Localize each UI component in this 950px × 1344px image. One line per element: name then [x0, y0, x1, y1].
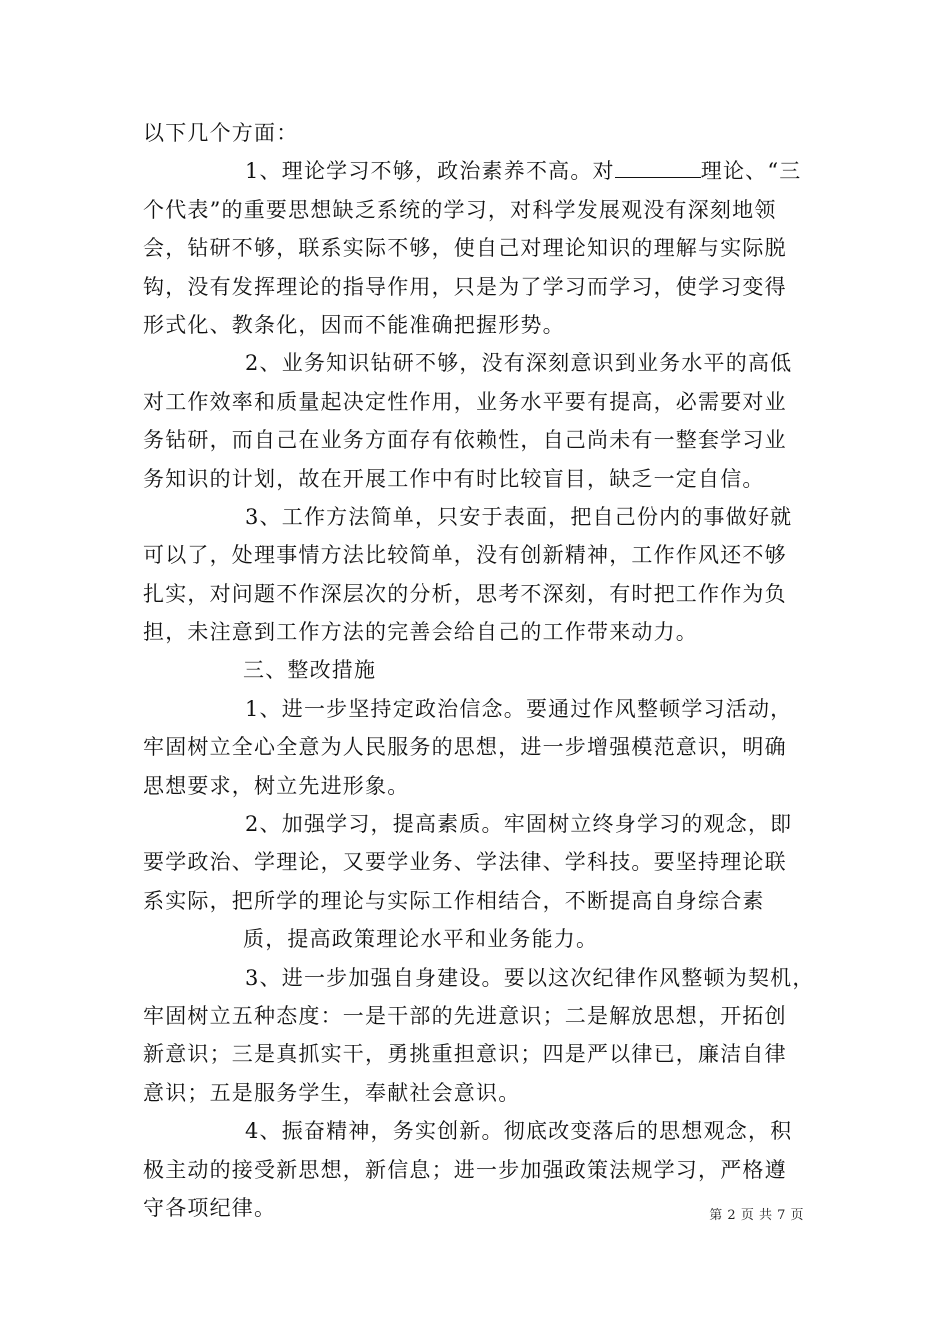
- paragraph-line-text: 1、理论学习不够，政治素养不高。对: [245, 159, 615, 184]
- paragraph-line: 担，未注意到工作方法的完善会给自己的工作带来动力。: [143, 620, 698, 645]
- paragraph-line: 2、加强学习，提高素质。牢固树立终身学习的观念，即: [245, 812, 793, 837]
- paragraph-line: 2、业务知识钻研不够，没有深刻意识到业务水平的高低: [245, 351, 793, 376]
- paragraph-line: 钩，没有发挥理论的指导作用，只是为了学习而学习，使学习变得: [143, 274, 787, 299]
- blank-underline: [615, 159, 701, 178]
- paragraph-line: 思想要求，树立先进形象。: [143, 773, 410, 798]
- paragraph-line: 务知识的计划，故在开展工作中有时比较盲目，缺乏一定自信。: [143, 466, 765, 491]
- page-number-footer: 第 2 页 共 7 页: [709, 1208, 804, 1223]
- paragraph-line: 极主动的接受新思想，新信息；进一步加强政策法规学习，严格遵: [143, 1157, 787, 1182]
- paragraph-line: 以下几个方面：: [143, 121, 299, 145]
- paragraph-line: 系实际，把所学的理论与实际工作相结合，不断提高自身综合素: [143, 888, 765, 913]
- paragraph-line: 质，提高政策理论水平和业务能力。: [243, 927, 599, 952]
- paragraph-line: 3、进一步加强自身建设。要以这次纪律作风整顿为契机，: [245, 965, 815, 990]
- paragraph-line: 务钻研，而自己在业务方面存有依赖性，自己尚未有一整套学习业: [143, 428, 787, 453]
- paragraph-line: 3、工作方法简单，只安于表面，把自己份内的事做好就: [245, 504, 793, 529]
- paragraph-line: 可以了，处理事情方法比较简单，没有创新精神，工作作风还不够: [143, 543, 787, 568]
- paragraph-line: 个代表”的重要思想缺乏系统的学习，对科学发展观没有深刻地领: [143, 197, 777, 222]
- paragraph-line: 4、振奋精神，务实创新。彻底改变落后的思想观念，积: [245, 1119, 793, 1144]
- paragraph-line: 1、进一步坚持定政治信念。要通过作风整顿学习活动，: [245, 696, 793, 721]
- paragraph-line: 形式化、教条化，因而不能准确把握形势。: [143, 312, 565, 337]
- paragraph-line: 意识；五是服务学生，奉献社会意识。: [143, 1080, 521, 1105]
- paragraph-line: 守各项纪律。: [143, 1195, 277, 1220]
- paragraph-line: 扎实，对问题不作深层次的分析，思考不深刻，有时把工作作为负: [143, 581, 787, 606]
- paragraph-line: 会，钻研不够，联系实际不够，使自己对理论知识的理解与实际脱: [143, 236, 787, 261]
- paragraph-line: 牢固树立全心全意为人民服务的思想，进一步增强模范意识，明确: [143, 735, 787, 760]
- paragraph-line-text: 理论、“三: [700, 159, 802, 184]
- paragraph-line: [143, 152, 808, 190]
- paragraph-line: 对工作效率和质量起决定性作用，业务水平要有提高，必需要对业: [143, 389, 787, 414]
- paragraph-line: 新意识；三是真抓实干，勇挑重担意识；四是严以律已，廉洁自律: [143, 1042, 787, 1067]
- document-body: [143, 114, 815, 1227]
- paragraph-line: 要学政治、学理论，又要学业务、学法律、学科技。要坚持理论联: [143, 850, 787, 875]
- paragraph-line: 牢固树立五种态度：一是干部的先进意识；二是解放思想，开拓创: [143, 1003, 787, 1028]
- section-heading: 三、整改措施: [243, 658, 377, 683]
